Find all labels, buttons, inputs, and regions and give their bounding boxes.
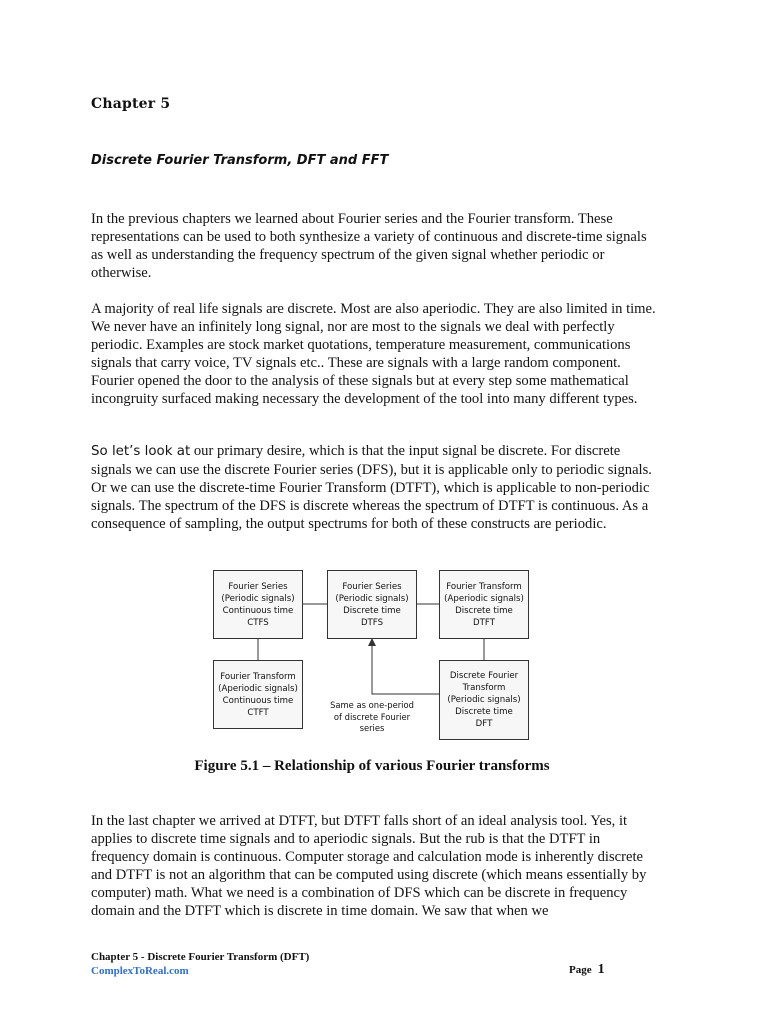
- paragraph-intro: In the previous chapters we learned about Fourier series and the Fourier transform. These representations can be used to both synthesize a variety of continuous and discrete-time signals as well as understanding the frequency spectrum of the given signal whether periodic or otherwise.: [91, 211, 647, 281]
- box-ctfs: [213, 570, 303, 639]
- page-number: [569, 962, 605, 978]
- box-dft: [439, 660, 529, 740]
- box-dtfs: [327, 570, 417, 639]
- arrow-dft-to-dtfs: [372, 642, 439, 694]
- footer: [91, 950, 309, 978]
- page-number-value: 1: [597, 962, 605, 977]
- fourier-relationship-diagram: [91, 560, 653, 750]
- paragraph-lead-phrase: So let’s look at: [91, 444, 191, 459]
- footer-site-link[interactable]: ComplexToReal.com: [91, 965, 189, 977]
- paragraph-real-signals: A majority of real life signals are discrete. Most are also aperiodic. They are also limited in time. We never have an infinitely long signal, nor are most to the signals we deal with perfectly periodic. Examples are stock market quotations, temperature measurement, communications signals that carry voice, TV signals etc.. These are signals with a large random component. Fourier opened the door to the analysis of these signals but at every step some mathematical incongruity surfaced making necessary the development of the tool into many different types.: [91, 301, 656, 407]
- box-ctft: [213, 660, 303, 729]
- box-dft-label: Discrete Fourier Transform (Periodic signals) Discrete time DFT: [447, 671, 521, 729]
- paragraph-dtft-limits: In the last chapter we arrived at DTFT, but DTFT falls short of an ideal analysis tool. Yes, it applies to discrete time signals and to aperiodic signals. But the rub is that the DTFT in frequency domain is continuous. Computer storage and calculation mode is inherently discrete and DTFT is not an algorithm that can be computed using discrete (which means essentially by computer) math. What we need is a combination of DFS which can be discrete in frequency domain and the DTFT which is discrete in time domain. We saw that when we: [91, 813, 647, 919]
- box-ctfs-label: Fourier Series (Periodic signals) Continuous time CTFS: [221, 581, 295, 628]
- box-dtfs-label: Fourier Series (Periodic signals) Discrete time DTFS: [335, 581, 409, 628]
- chapter-heading: Chapter 5: [91, 96, 171, 112]
- paragraph-body: our primary desire, which is that the input signal be discrete. For discrete signals we can use the discrete Fourier series (DFS), but it is applicable only to periodic signals. Or we can use the discrete-time Fourier Transform (DTFT), which is applicable to non-periodic signals. The spectrum of the DFS is discrete whereas the spectrum of DTFT is continuous. As a consequence of sampling, the output spectrums for both of these constructs are periodic.: [91, 443, 652, 532]
- section-title: Discrete Fourier Transform, DFT and FFT: [91, 153, 389, 168]
- footer-chapter-title: Chapter 5 - Discrete Fourier Transform (DFT): [91, 951, 310, 963]
- diagram-note: Same as one-period of discrete Fourier series: [330, 700, 414, 733]
- box-dtft-label: Fourier Transform (Aperiodic signals) Discrete time DTFT: [444, 581, 524, 628]
- box-dtft: [439, 570, 529, 639]
- box-ctft-label: Fourier Transform (Aperiodic signals) Continuous time CTFT: [218, 671, 298, 718]
- document-page: [91, 0, 656, 1024]
- page-label: Page: [569, 964, 592, 976]
- figure-caption: Figure 5.1 – Relationship of various Fourier transforms: [194, 758, 550, 774]
- paragraph-primary-desire: [91, 442, 657, 533]
